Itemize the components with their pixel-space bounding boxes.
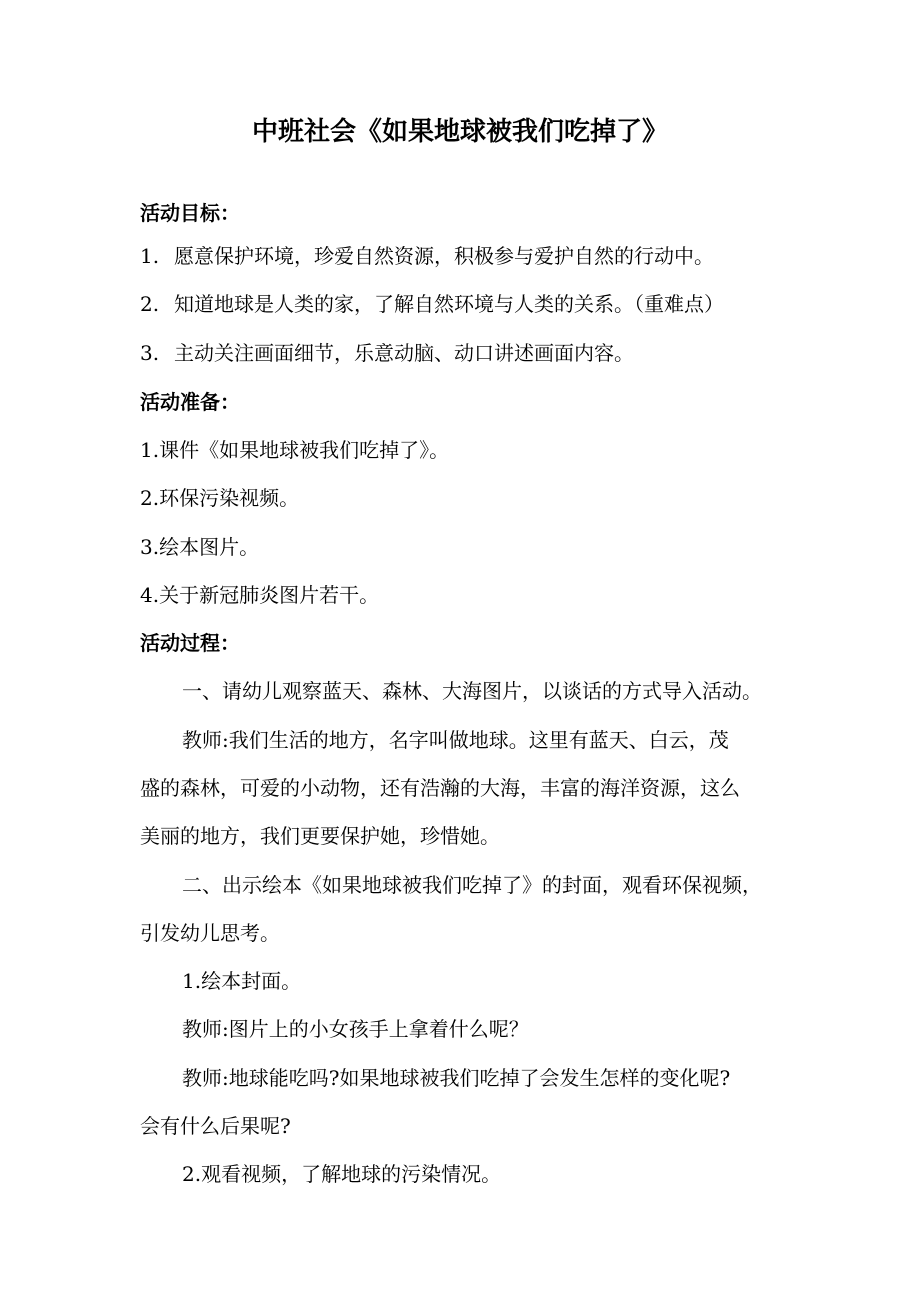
process-line: 美丽的地方，我们更要保护她，珍惜她。	[140, 824, 500, 848]
process-line: 2.观看视频，了解地球的污染情况。	[182, 1162, 502, 1186]
goal-item-2	[140, 288, 724, 320]
process-line: 教师:我们生活的地方，名字叫做地球。这里有蓝天、白云，茂	[182, 728, 729, 752]
prep-item: 4.关于新冠肺炎图片若干。	[140, 583, 380, 607]
process-line: 一、请幼儿观察蓝天、森林、大海图片，以谈话的方式导入活动。	[182, 679, 762, 703]
process-line: 二、出示绘本《如果地球被我们吃掉了》的封面，观看环保视频，	[182, 873, 762, 897]
goal-text: 主动关注画面细节，乐意动脑、动口讲述画面内容。	[174, 341, 634, 365]
goal-text: 知道地球是人类的家，了解自然环境与人类的关系。（重难点）	[174, 292, 724, 316]
page-title: 中班社会《如果地球被我们吃掉了》	[251, 117, 668, 147]
goal-item-3	[140, 337, 634, 369]
process-line: 教师:图片上的小女孩手上拿着什么呢？	[182, 1017, 529, 1041]
goal-number: 3.	[140, 341, 160, 365]
prep-item: 3.绘本图片。	[140, 535, 260, 559]
process-heading: 活动过程：	[140, 631, 240, 655]
prep-item: 2.环保污染视频。	[140, 486, 300, 510]
process-line: 1.绘本封面。	[182, 969, 302, 993]
prep-item: 1.课件《如果地球被我们吃掉了》。	[140, 438, 450, 462]
goal-number: 2.	[140, 292, 160, 316]
process-line: 盛的森林，可爱的小动物，还有浩瀚的大海，丰富的海洋资源，这么	[140, 776, 740, 800]
goals-heading: 活动目标：	[140, 201, 240, 225]
prep-heading: 活动准备：	[140, 390, 240, 414]
goal-number: 1.	[140, 244, 160, 268]
goal-text: 愿意保护环境，珍爱自然资源，积极参与爱护自然的行动中。	[174, 244, 714, 268]
goal-item-1	[140, 240, 714, 272]
process-line: 会有什么后果呢?	[140, 1114, 291, 1138]
process-line: 教师:地球能吃吗?如果地球被我们吃掉了会发生怎样的变化呢?	[182, 1066, 731, 1090]
process-line: 引发幼儿思考。	[140, 921, 280, 945]
